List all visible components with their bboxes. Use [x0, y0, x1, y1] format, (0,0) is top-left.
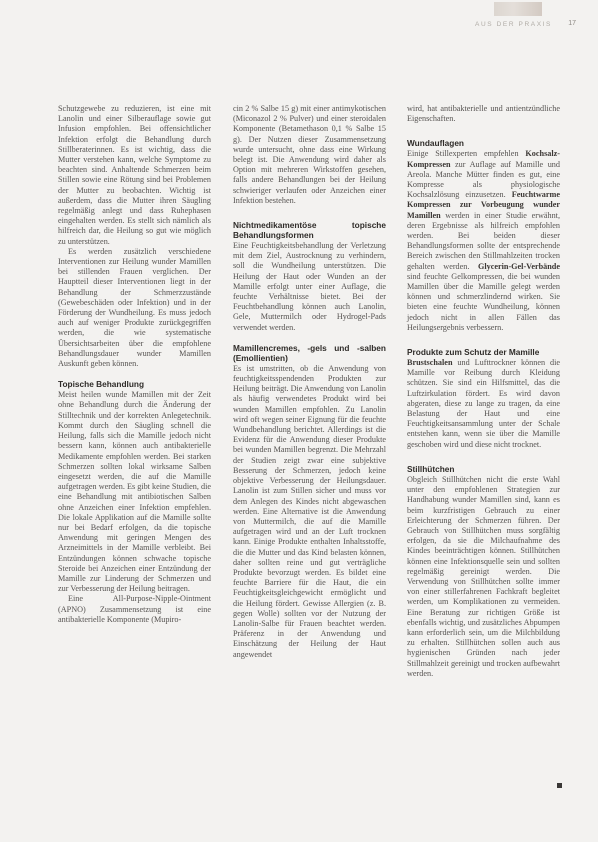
heading-nonpharmacological-treatment: Nichtmedikamentöse topische Behandlungsformen	[233, 220, 386, 241]
heading-nipple-protection: Produkte zum Schutz der Mamille	[407, 347, 540, 358]
paragraph: Eine Feuchtigkeitsbehandlung der Verletzung mit dem Ziel, Austrocknung zu verhindern, soll die Wundheilung unterstützen. Die Heilung der Haut oder Wunden an der Mamille erfolgt unter einer Auflage, die feuchte Verhältnisse bietet. Bei der Feuchtbehandlung können auch Lanolin, Gele, Muttermilch oder Hydrogel-Pads verwendet werden.	[233, 241, 386, 332]
paragraph: Obgleich Stillhütchen nicht die erste Wahl unter den empfohlenen Strategien zur Handhabung wunder Mamillen sind, kann es beim kurzfristigen Gebrauch zu einer Erleichterung der Schmerzen führen. Der Gebrauch von Stillhütchen muss sorgfältig erfolgen, da sie die Milchaufnahme des Kindes beeinträchtigen können. Stillhütchen können eine Infektionsquelle sein und sollten regelmäßig gereinigt werden. Die Verwendung von Stillhütchen sollte immer von einer stillerfahrenen Fachkraft begleitet werden, um Komplikationen zu vermeiden. Eine Beratung zur richtigen Größe ist ebenfalls wichtig, und zusätzliches Abpumpen kann erforderlich sein, um die Milchbildung zu erhalten. Stillhütchen sollen auch aus hygienischen Gründen nach jeder Stillmahlzeit gereinigt und trocken aufbewahrt werden.	[407, 474, 560, 678]
paragraph: cin 2 % Salbe 15 g) mit einer antimykotischen (Miconazol 2 % Pulver) und einer steroidalen Komponente (Betamethason 0,1 % Salbe 15 g). Der Nutzen dieser Zusammensetzung wurde untersucht, ohne dass eine Wirkung belegt ist. Die Anwendung wird daher als Option mit mehreren Wirkstoffen gesehen, falls andere Behandlungen bei der Heilung schwieriger verlaufen oder Anzeichen einer Infektion bestehen.	[233, 104, 386, 205]
paragraph: wird, hat antibakterielle und antientzündliche Eigenschaften.	[407, 104, 560, 124]
header-photo-strip	[494, 2, 542, 16]
paragraph: Es werden zusätzlich verschiedene Interventionen zur Heilung wunder Mamillen bei stillenden Frauen verglichen. Der Hauptteil dieser Interventionen liegt in der Behandlung der Schmerzzustände (Gewebeschäden oder Infektion) und in der Förderung der Wundheilung. Es muss jedoch auch auf weniger Produkte zurückgegriffen werden, die wie systematische Übersichtsarbeiten über die empfohlene Behandlungsdauer wunder Mamillen Auskunft geben können.	[58, 246, 211, 369]
page-header	[0, 0, 598, 42]
text: und Lufttrockner können die Mamille vor Reibung durch Kleidung schützen. Sie sind ein Hilfsmittel, das die Luftzirkulation fördert. Es wird davon abgeraten, diese zu lange zu tragen, da eine Belastung der Haut und eine Feuchtigkeitsansammlung unter der Schale entstehen kann, wenn sie über die Mamille geschoben wird und diese nicht trocknet.	[407, 358, 560, 449]
paragraph: Eine All-Purpose-Nipple-Ointment (APNO) Zusammensetzung ist eine antibakterielle Komponente (Mupiro-	[58, 594, 211, 624]
column-3	[407, 104, 560, 679]
highlight-term: Feuchtwarme Kompressen zur Vorbeugung wunder Mamillen	[407, 190, 560, 220]
column-2	[233, 104, 386, 660]
heading-wound-dressings: Wundauflagen	[407, 138, 465, 149]
highlight-term: Brustschalen	[407, 358, 453, 368]
paragraph: Es ist umstritten, ob die Anwendung von feuchtigkeitsspendenden Produkten zur Heilung beiträgt. Die Anwendung von Lanolin als häufig verwendetes Produkt wird bei wunden Mamillen empfohlen. Zu Lanolin wird oft wegen seiner Eignung für die feuchte Wundbehandlung berichtet. Allerdings ist die Evidenz für die Anwendung dieser Produkte bei wunden Mamillen begrenzt. Die Mehrzahl der Studien zeigt zwar eine subjektive Besserung der Schmerzen, jedoch keine objektive Verbesserung der Heilungsdauer. Lanolin ist zum Stillen sicher und muss vor dem Anlegen des Kindes nicht abgewaschen werden. Eine Alternative ist die Anwendung von Muttermilch, die auf die Mamille aufgetragen wird und an der Luft trocknen kann. Einige Produkte enthalten Inhaltsstoffe, die die Mutter und das Kind belasten können, daher sollten reine und gut verträgliche Produkte bevorzugt werden. Es bildet eine feuchte Barriere für die Haut, die ein Feuchtigkeitsgleichgewicht ermöglicht und die Heilung fördert. Gewisse Allergien (z. B. gegen Wolle) sollten vor der Nutzung der Lanolin-Salbe für Frauen beachtet werden. Präferenz in der Anwendung und Einschätzung der Heilung der Haut angewendet	[233, 363, 386, 659]
highlight-term: Kochsalz-Kompressen	[407, 149, 560, 169]
section-title: AUS DER PRAXIS	[475, 21, 552, 28]
page-number: 17	[568, 20, 576, 27]
heading-topical-treatment: Topische Behandlung	[58, 379, 145, 390]
paragraph	[407, 149, 560, 333]
text: werden in einer Studie erwähnt, deren Ergebnisse als hilfreich empfohlen werden. Bei beiden dieser Behandlungsformen sollte der entsprechende Bereich zwischen den Stillmahlzeiten trocken gehalten werden.	[407, 210, 560, 271]
text: zur Auflage auf Mamille und Areola. Manche Mütter finden es gut, eine Kompresse als physiologische Kochsalzlösung einzusetzen.	[407, 159, 560, 200]
article-body	[58, 104, 560, 804]
paragraph: Meist heilen wunde Mamillen mit der Zeit ohne Behandlung durch die Änderung der Stilltechnik und der korrekten Anlegetechnik. Kommt durch den Säugling schnell die Heilung, falls sich die Mamille jedoch nicht bessern kann, können auch antibakterielle Medikamente empfohlen werden. Bei starken Schmerzen sollten lokal wirksame Salben eingesetzt werden, die auf die Mamille aufgetragen werden. Es gibt keine Studien, die eine Behandlung mit antibiotischen Salben ohne Anzeichen einer Infektion empfehlen. Die lokale Applikation auf die Mamille sollte nur bei Bedarf erfolgen, da die topische Anwendung mit geringen Mengen des Arzneimittels in der Mamille verbleibt. Bei Entzündungen können schwache topische Steroide bei Anzeichen einer Entzündung der Mamille zur Linderung der Schmerzen und zur Verbesserung der Heilung beitragen.	[58, 390, 211, 594]
heading-nipple-shields: Stillhütchen	[407, 463, 455, 474]
paragraph	[407, 358, 560, 450]
paragraph: Schutzgewebe zu reduzieren, ist eine mit Lanolin und einer Silberauflage sowie gut Infusion empfohlen. Bei offensichtlicher Infektion erfolgt die Behandlung durch Stillberaterinnen. Es ist wichtig, dass die Mutter verstehen kann, welche Symptome zu beachten sind. Anhaltende Schmerzen beim Stillen sowie eine Rötung sind bei Problemen der Mutter zu beobachten. Wichtig ist außerdem, dass die Mutter ihren Säugling regelmäßig anlegt und dass Ruhephasen eingehalten werden. Es stellt sich nämlich als hilfreich dar, die Heilung so gut wie möglich zu unterstützen.	[58, 104, 211, 246]
end-of-article-marker	[557, 783, 562, 788]
highlight-term: Glycerin-Gel-Verbände	[477, 261, 560, 271]
column-1	[58, 104, 211, 625]
text: Einige Stillexperten empfehlen	[407, 149, 526, 159]
text: sind feuchte Gelkompressen, die bei wunden Mamillen über die Mamille gelegt werden können und schmerzlindernd wirken. Sie bieten eine feuchte Wundheilung, können jedoch nicht in allen Fällen das Heilungsergebnis verbessern.	[407, 271, 560, 332]
heading-nipple-creams: Mamillencremes, -gels und -salben (Emollientien)	[233, 342, 386, 363]
